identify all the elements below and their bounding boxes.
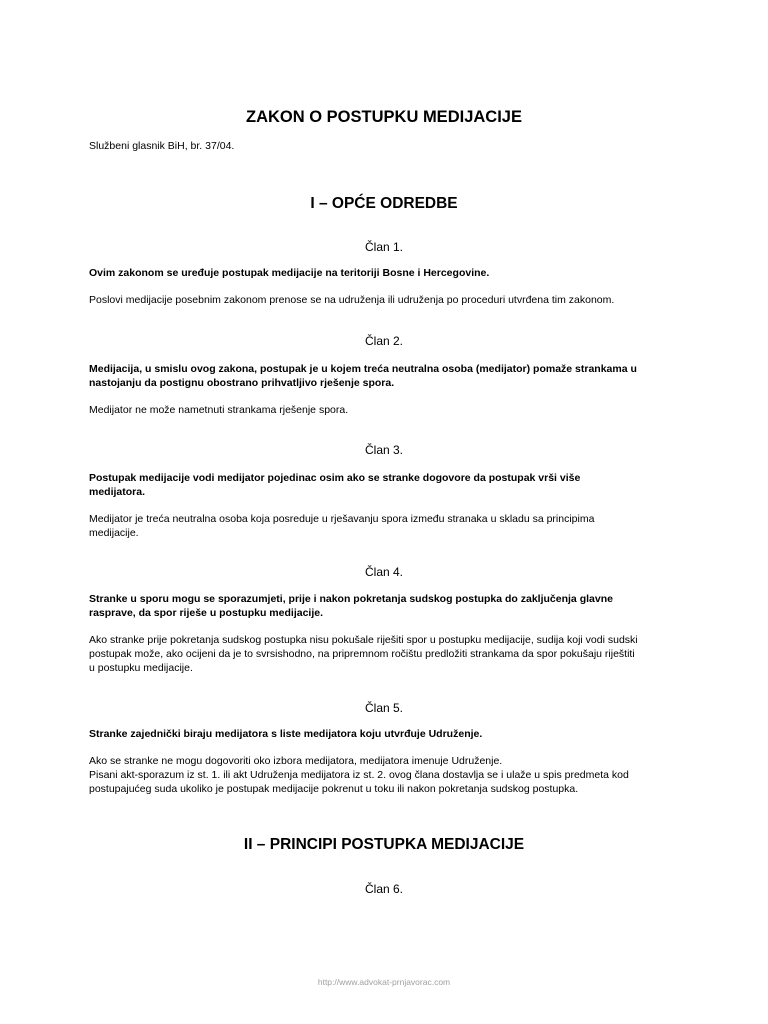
article-3-paragraph-2: [89, 512, 689, 540]
article-1-paragraph-1: [89, 266, 689, 280]
article-2-paragraph-1: [89, 362, 689, 390]
text-line: postupak može, ako ocijeni da je to svrsishodno, na pripremnom ročištu predložiti strankama da spor pokušaju riještiti: [89, 648, 635, 660]
text-line: Poslovi medijacije posebnim zakonom prenose se na udruženja ili udruženja po proceduri utvrđena tim zakonom.: [89, 294, 615, 306]
text-line: rasprave, da spor riješe u postupku medijacije.: [89, 607, 324, 619]
text-line: Ako se stranke ne mogu dogovoriti oko izbora medijatora, medijatora imenuje Udruženje.: [89, 755, 503, 767]
article-number-6: Član 6.: [364, 882, 404, 896]
footer-url: http://www.advokat-prnjavorac.com: [317, 977, 451, 987]
text-line: Stranke u sporu mogu se sporazumjeti, prije i nakon pokretanja sudskog postupka do zaključenja glavne: [89, 593, 613, 605]
text-line: Ako stranke prije pokretanja sudskog postupka nisu pokušale riješiti spor u postupku medijacije, sudija koji vodi sudski: [89, 634, 638, 646]
text-line: postupajućeg suda ukoliko je postupak medijacije pokrenut u toku ili nakon pokretanja sudskog postupka.: [89, 783, 579, 795]
article-5-paragraph-1: [89, 727, 689, 741]
text-line: Postupak medijacije vodi medijator pojedinac osim ako se stranke dogovore da postupak vrši više: [89, 472, 581, 484]
section-heading-2: II – PRINCIPI POSTUPKA MEDIJACIJE: [243, 836, 525, 853]
article-2-paragraph-2: [89, 403, 689, 417]
text-line: Medijator ne može nametnuti strankama rješenje spora.: [89, 404, 349, 416]
article-number-2: Član 2.: [364, 334, 404, 348]
text-line: Stranke zajednički biraju medijatora s liste medijatora koju utvrđuje Udruženje.: [89, 728, 483, 740]
article-4-paragraph-2: [89, 633, 689, 675]
gazette-reference: Službeni glasnik BiH, br. 37/04.: [89, 140, 235, 152]
article-number-5: Član 5.: [364, 701, 404, 715]
article-5-paragraph-2: [89, 754, 689, 796]
article-4-paragraph-1: [89, 592, 689, 620]
text-line: medijatora.: [89, 486, 146, 498]
text-line: Medijacija, u smislu ovog zakona, postupak je u kojem treća neutralna osoba (medijator) pomaže strankama u: [89, 363, 637, 375]
article-1-paragraph-2: [89, 293, 689, 307]
text-line: medijacije.: [89, 527, 139, 539]
text-line: u postupku medijacije.: [89, 662, 193, 674]
document-title: ZAKON O POSTUPKU MEDIJACIJE: [246, 108, 522, 126]
section-heading-1: I – OPĆE ODREDBE: [310, 195, 458, 212]
article-3-paragraph-1: [89, 471, 689, 499]
text-line: Ovim zakonom se uređuje postupak medijacije na teritoriji Bosne i Hercegovine.: [89, 267, 490, 279]
article-number-4: Član 4.: [364, 565, 404, 579]
text-line: nastojanju da postignu obostrano prihvatljivo rješenje spora.: [89, 377, 395, 389]
text-line: Medijator je treća neutralna osoba koja posreduje u rješavanju spora između stranaka u skladu sa principima: [89, 513, 595, 525]
article-number-3: Član 3.: [364, 443, 404, 457]
text-line: Pisani akt-sporazum iz st. 1. ili akt Udruženja medijatora iz st. 2. ovog člana dostavlja se i ulaže u spis predmeta kod: [89, 769, 629, 781]
article-number-1: Član 1.: [364, 240, 404, 254]
